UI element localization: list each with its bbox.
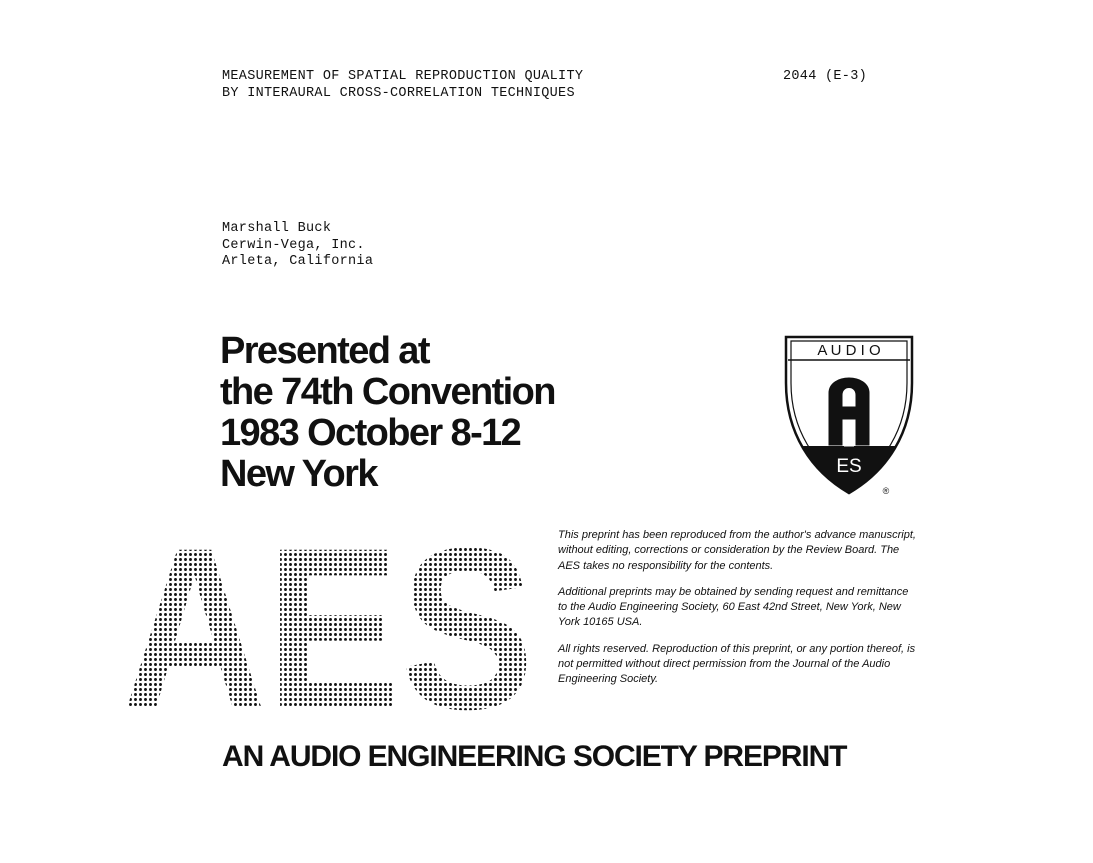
author-name: Marshall Buck	[222, 221, 332, 236]
paper-title-line-2: BY INTERAURAL CROSS-CORRELATION TECHNIQUES	[222, 85, 575, 101]
preprint-notice	[558, 528, 918, 699]
preprint-footer: AN AUDIO ENGINEERING SOCIETY PREPRINT	[222, 740, 847, 773]
notice-paragraph-3: All rights reserved. Reproduction of this preprint, or any portion thereof, is not permitted without direct permission from the Journal of the Audio Engineering Society.	[558, 642, 916, 686]
presentation-info	[220, 331, 555, 495]
notice-paragraph-2: Additional preprints may be obtained by sending request and remittance to the Audio Engineering Society, 60 East 42nd Street, New York, New York 10165 USA.	[558, 585, 909, 629]
notice-paragraph-1: This preprint has been reproduced from the author's advance manuscript, without editing, corrections or consideration by the Review Board. The AES takes no responsibility for the contents.	[558, 529, 916, 572]
paper-title	[222, 69, 583, 102]
shield-top-text: A U D I O	[817, 342, 881, 359]
presented-line-1: Presented at	[220, 330, 429, 372]
preprint-number: 2044 (E-3)	[783, 69, 868, 84]
author-block	[222, 221, 373, 271]
aes-halftone-logo	[118, 522, 538, 714]
author-affiliation: Cerwin-Vega, Inc.	[222, 237, 365, 253]
shield-bottom-text: ES	[836, 456, 862, 477]
presented-line-4: New York	[220, 453, 377, 495]
aes-shield-logo	[782, 333, 916, 497]
presented-line-2: the 74th Convention	[220, 371, 555, 413]
paper-title-line-1: MEASUREMENT OF SPATIAL REPRODUCTION QUALITY	[222, 69, 584, 84]
registered-mark: ®	[882, 486, 890, 496]
aes-big-letters: AES	[122, 522, 534, 714]
author-location: Arleta, California	[222, 254, 374, 269]
presented-line-3: 1983 October 8-12	[220, 412, 521, 454]
